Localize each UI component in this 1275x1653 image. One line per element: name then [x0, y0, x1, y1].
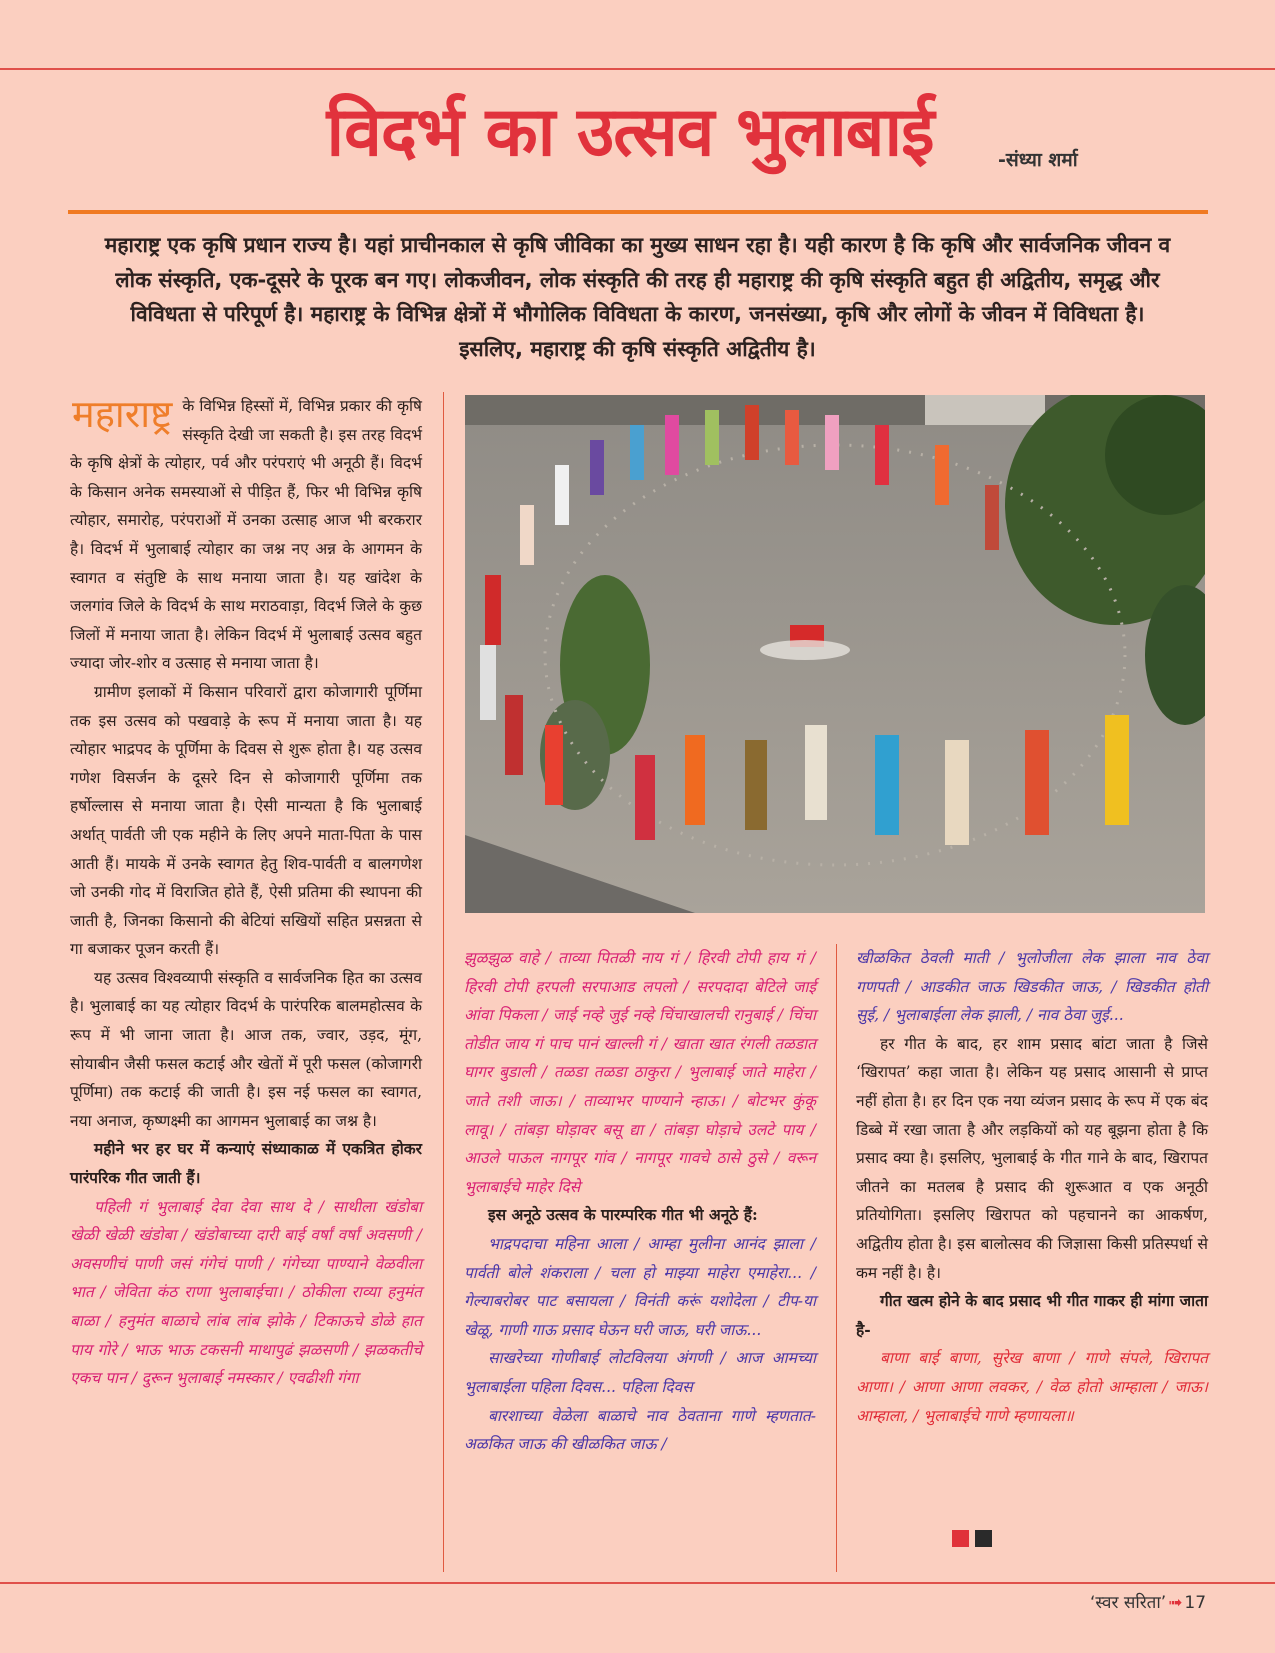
- magazine-name: ‘स्वर सरिता’: [1090, 1593, 1167, 1613]
- song-bhadrapad: भाद्रपदाचा महिना आला / आम्हा मुलीना आनंद झाला / पार्वती बोले शंकराला / चला हो माझ्या माहेरा एमाहेरा... / गेल्याबरोबर पाट बसायला / विनंती करूं यशोदेला / टीप-या खेळू, गाणी गाऊ प्रसाद घेऊन घरी जाऊ, घरी जाऊ...: [464, 1234, 816, 1339]
- article-intro: महाराष्ट्र एक कृषि प्रधान राज्य है। यहां प्राचीनकाल से कृषि जीविका का मुख्य साधन रहा है। यही कारण है कि कृषि और सार्वजनिक जीवन व लोक संस्कृति, एक-दूसरे के पूरक बन गए। लोकजीवन, लोक संस्कृति की तरह ही महाराष्ट्र की कृषि संस्कृति बहुत ही अद्वितीय, समृद्ध और विविधता से परिपूर्ण है। महाराष्ट्र के विभिन्न क्षेत्रों में भौगोलिक विविधता के कारण, जनसंख्या, कृषि और लोगों के जीवन में विविधता है। इसलिए, महाराष्ट्र की कृषि संस्कृति अद्वितीय है।: [104, 233, 1171, 361]
- article-end-marks: [952, 1530, 998, 1551]
- dropcap-word: महाराष्ट्र: [72, 392, 173, 436]
- column-3: [856, 944, 1208, 1430]
- column-divider-2: [836, 944, 837, 1572]
- column-1: [70, 392, 422, 1393]
- song-khilkit: खीळकित ठेवली माती / भुलोजीला लेक झाला नाव ठेवा गणपती / आडकीत जाऊ खिडकीत जाऊ, / खिडकीत होती सुई, / भुलाबाईला लेक झाली, / नाव ठेवा जुई...: [856, 949, 1208, 1025]
- page-number: 17: [1184, 1593, 1207, 1613]
- column-divider-1: [443, 392, 444, 1572]
- col1-paragraph-3: यह उत्सव विश्वव्यापी संस्कृति व सार्वजनिक हित का उत्सव है। भुलाबाई का यह त्योहार विदर्भ के पारंपरिक बालमहोत्सव के रूप में भी जाना जाता है। आज तक, ज्वार, उड़द, मूंग, सोयाबीन जैसी फसल कटाई और खेतों में पूरी फसल (कोजागरी पूर्णिमा) तक कटाई की जाती है। इस नई फसल का स्वागत, नया अनाज, कृष्णक्ष्मी का आगमन भुलाबाई का जश्न है।: [70, 968, 422, 1130]
- song-bhulabai-1: पहिली गं भुलाबाई देवा देवा साथ दे / साथीला खंडोबा खेळी खेळी खंडोबा / खंडोबाच्या दारी बाई वर्षां वर्षां अवसणी / अवसणीचं पाणी जसं गंगेचं पाणी / गंगेच्या पाण्याने वेळवीला भात / जेविता कंठ राणा भुलाबाईचा। / ठोकीला राव्या हनुमंत बाळा / हनुमंत बाळाचे लांब लांब झोके / टिकाऊचे डोळे हात पाय गोरे / भाऊ भाऊ टकसनी माथापुढं झळसणी / झळकतीचे एकच पान / दुरून भुलाबाई नमस्कार / एवढीशी गंगा: [70, 1197, 422, 1388]
- page-footer: [1090, 1590, 1206, 1613]
- song-bana-bai: बाणा बाई बाणा, सुरेख बाणा / गाणे संपले, खिरापत आणा। / आणा आणा लवकर, / वेळ होतो आम्हाला / जाऊ। आम्हाला, / भुलाबाईचे गाणे म्हणायला॥: [856, 1349, 1208, 1425]
- column-2: [464, 944, 816, 1459]
- col1-paragraph-1: महाराष्ट्र के विभिन्न हिस्सों में, विभिन्न प्रकार की कृषि संस्कृति देखी जा सकती है। इस तरह विदर्भ के कृषि क्षेत्रों के त्योहार, पर्व और परंपराएं भी अनूठी हैं। विदर्भ के किसान अनेक समस्याओं से पीड़ित हैं, फिर भी विभिन्न कृषि त्योहार, समारोह, परंपराओं में उनका उत्साह आज भी बरकरार है। विदर्भ में भुलाबाई त्योहार का जश्न नए अन्न के आगमन के स्वागत व संतुष्टि के साथ मनाया जाता है। यह खांदेश के जलगांव जिले के विदर्भ के साथ मराठवाड़ा, विदर्भ जिले के कुछ जिलों में मनाया जाता है। लेकिन विदर्भ में भुलाबाई उत्सव बहुत ज्यादा जोर-शोर व उत्साह से मनाया जाता है।: [70, 392, 422, 673]
- article-author: -संध्या शर्मा: [998, 149, 1078, 171]
- footer-rule: [0, 1582, 1275, 1584]
- title-underline: [68, 210, 1208, 214]
- col1-paragraph-2: ग्रामीण इलाकों में किसान परिवारों द्वारा कोजागारी पूर्णिमा तक इस उत्सव को पखवाड़े के रूप में मनाया जाता है। यह त्योहार भाद्रपद के पूर्णिमा के दिवस से शुरू होता है। यह उत्सव गणेश विसर्जन के दूसरे दिन से कोजागारी पूर्णिमा तक हर्षोल्लास से मनाया जाता है। ऐसी मान्यता है कि भुलाबाई अर्थात् पार्वती जी एक महीने के लिए अपने माता-पिता के पास आती हैं। मायके में उनके स्वागत हेतु शिव-पार्वती व बालगणेश जो उनकी गोद में विराजित होते हैं, ऐसी प्रतिमा की स्थापना की जाती है, जिनका किसानो की बेटियां सखियों सहित प्रसन्नता से गा बजाकर पूजन करती हैं।: [70, 682, 422, 959]
- col2-paragraph-songs-heading: इस अनूठे उत्सव के पारम्परिक गीत भी अनूठे हैं:: [488, 1205, 758, 1225]
- end-square-red: [952, 1530, 969, 1547]
- col3-paragraph-prasad: गीत खत्म होने के बाद प्रसाद भी गीत गाकर ही मांगा जाता है-: [856, 1291, 1208, 1339]
- top-rule: [0, 68, 1275, 70]
- col1-paragraph-4: महीने भर हर घर में कन्याएं संध्याकाळ में एकत्रित होकर पारंपरिक गीत जाती हैं।: [70, 1139, 422, 1188]
- col3-paragraph-khirapat: हर गीत के बाद, हर शाम प्रसाद बांटा जाता है जिसे ‘खिरापत’ कहा जाता है। लेकिन यह प्रसाद आसानी से प्राप्त नहीं होता है। हर दिन एक नया व्यंजन प्रसाद के रूप में एक बंद डिब्बे में रखा जाता है और लड़कियों को यह बूझना होता है कि प्रसाद क्या है। इसलिए, भुलाबाई के गीत गाने के बाद, खिरापत जीतने का मतलब है प्रसाद की शुरूआत व एक अनूठी प्रतियोगिता। इसलिए खिरापत को पहचानने का आकर्षण, अद्वितीय होता है। इस बालोत्सव की जिज्ञासा किसी प्रतिस्पर्धा से कम नहीं है। है।: [856, 1034, 1208, 1282]
- arrow-icon: ➟: [1168, 1593, 1183, 1613]
- song-bhulabai-2: झुळझुळ वाहे / ताव्या पितळी नाय गं / हिरवी टोपी हाय गं / हिरवी टोपी हरपली सरपाआड लपलो / सरपदादा बेटिले जाई आंवा पिकला / जाई नव्हे जुई नव्हे चिंचाखालची रानुबाई / चिंचा तोडीत जाय गं पाच पानं खाल्ली गं / खाता खात रंगली तळडात घागर बुडाली / तळडा तळडा ठाकुरा / भुलाबाई जाते माहेरा / जाते तशी जाऊ। / ताव्याभर पाण्याने न्हाऊ। / बोटभर कुंकू लावू। / तांबड़ा घोड़ावर बसू द्या / तांबड़ा घोड़ाचे उलटे पाय / आउले पाऊल नागपूर गांव / नागपूर गावचे ठासे ठुसे / वरून भुलाबाईचे माहेर दिसे: [464, 949, 816, 1196]
- song-sakharechya: साखरेच्या गोणीबाई लोटविलया अंगणी / आज आमच्या भुलाबाईला पहिला दिवस... पहिला दिवस: [464, 1349, 816, 1396]
- photo-illustration: [465, 395, 1205, 913]
- girls-circle-dance-photo: [465, 395, 1205, 913]
- article-title: विदर्भ का उत्सव भुलाबाई: [326, 93, 934, 172]
- end-square-black: [975, 1530, 992, 1547]
- song-barshachya: बारशाच्या वेळेला बाळाचे नाव ठेवताना गाणे म्हणतात-अळकित जाऊ की खीळकित जाऊ /: [464, 1406, 816, 1454]
